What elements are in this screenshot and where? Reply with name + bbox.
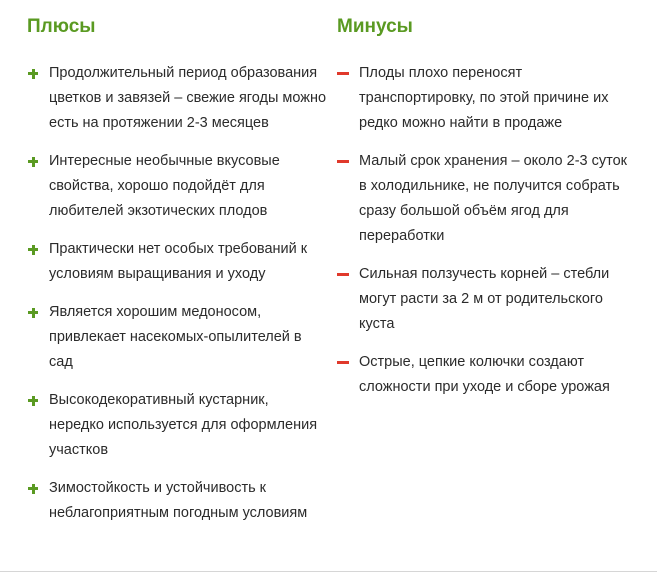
cons-column <box>337 14 637 395</box>
cons-title: Минусы <box>337 16 413 37</box>
pros-title: Плюсы <box>27 16 96 37</box>
bottom-divider <box>0 571 657 572</box>
pros-item-text: Зимостойкость и устойчивость к неблагоприятным погодным условиям <box>49 480 308 521</box>
pros-list-item <box>27 61 327 136</box>
cons-item-text: Малый срок хранения – около 2-3 суток в холодильнике, не получится собрать сразу большой объём ягод для переработки <box>359 153 628 244</box>
cons-list-item <box>337 149 637 249</box>
pros-item-text: Интересные необычные вкусовые свойства, хорошо подойдёт для любителей экзотических плодов <box>49 153 280 219</box>
pros-list-item <box>27 476 327 526</box>
pros-item-text: Продолжительный период образования цветков и завязей – свежие ягоды можно есть на протяжении 2-3 месяцев <box>49 65 327 131</box>
cons-item-text: Острые, цепкие колючки создают сложности при уходе и сборе урожая <box>359 354 610 395</box>
pros-list-item <box>27 237 327 287</box>
minus-icon <box>337 350 351 375</box>
pros-list-item <box>27 149 327 224</box>
pros-list-item <box>27 300 327 375</box>
minus-icon <box>337 61 351 86</box>
plus-icon <box>27 149 41 174</box>
minus-icon <box>337 149 351 174</box>
cons-item-text: Сильная ползучесть корней – стебли могут расти за 2 м от родительского куста <box>359 266 610 332</box>
minus-icon <box>337 262 351 287</box>
cons-list-item <box>337 350 637 400</box>
pros-list-item <box>27 388 327 463</box>
pros-item-text: Является хорошим медоносом, привлекает насекомых-опылителей в сад <box>49 304 302 370</box>
plus-icon <box>27 476 41 501</box>
plus-icon <box>27 61 41 86</box>
cons-item-text: Плоды плохо переносят транспортировку, по этой причине их редко можно найти в продаже <box>359 65 609 131</box>
cons-list-item <box>337 262 637 337</box>
pros-item-text: Высокодекоративный кустарник, нередко используется для оформления участков <box>49 392 318 458</box>
pros-column <box>27 14 327 521</box>
pros-list <box>27 61 327 539</box>
plus-icon <box>27 388 41 413</box>
plus-icon <box>27 237 41 262</box>
cons-list <box>337 61 637 413</box>
plus-icon <box>27 300 41 325</box>
cons-list-item <box>337 61 637 136</box>
pros-item-text: Практически нет особых требований к условиям выращивания и уходу <box>49 241 308 282</box>
